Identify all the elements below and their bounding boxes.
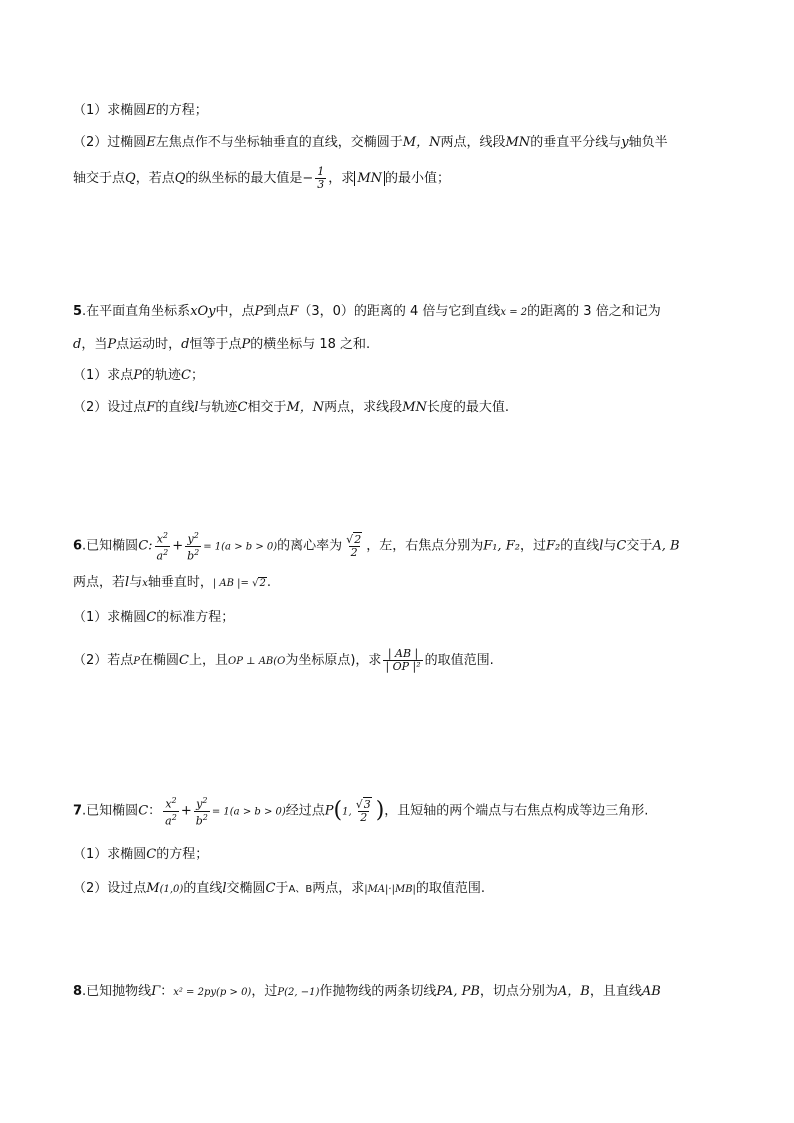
fraction-numerator: 1 <box>317 165 325 178</box>
p5-line2 <box>73 335 370 355</box>
text: （2）过椭圆 <box>73 135 147 150</box>
math-var: C <box>181 368 191 383</box>
math-var: P <box>133 368 143 383</box>
text: .已知抛物线 <box>82 984 152 999</box>
p6-line1 <box>73 530 680 562</box>
text: 轴交于点 <box>73 171 126 186</box>
math-var: d <box>181 337 190 352</box>
text: ，过 <box>519 538 546 554</box>
math-var: A，B <box>557 984 590 999</box>
math-var: y <box>621 135 629 150</box>
minus-sign: − <box>302 171 314 186</box>
text: （2）设过点 <box>73 881 147 896</box>
text: 到点 <box>263 304 290 319</box>
text: 的垂直平分线与 <box>530 135 622 150</box>
math-var: y <box>196 797 203 811</box>
text: .已知椭圆 <box>82 803 139 819</box>
p8-line1 <box>73 982 661 1003</box>
text: 点运动时， <box>116 337 182 352</box>
text: 左焦点作不与坐标轴垂直的直线，交椭圆于 <box>155 135 403 150</box>
math-var: E <box>146 135 156 150</box>
fraction-denominator: | OP |² <box>385 660 421 673</box>
math-expr: 1, <box>342 806 352 818</box>
sqrt-arg: 2 <box>259 578 266 589</box>
text: 两点，求 <box>312 881 365 896</box>
text: （3，0）的距离的 4 倍与它到直线 <box>298 304 501 319</box>
math-expr: |MA|·|MB| <box>364 884 416 895</box>
text: 于 <box>275 881 289 896</box>
math-var: a <box>156 549 164 563</box>
fraction-x2-a2: $\frac{x^2}{a^2}$ <box>156 531 169 563</box>
math-var: Q <box>174 171 186 186</box>
math-var: a <box>165 814 172 828</box>
text: （2）设过点 <box>73 400 147 415</box>
math-var: Q <box>125 171 136 186</box>
problem-number: 6 <box>73 538 83 554</box>
math-var: C <box>616 538 627 554</box>
text: 与轨迹 <box>198 400 238 415</box>
text: ，且直线 <box>589 984 642 999</box>
text: 的轨迹 <box>142 368 182 383</box>
fraction-eccentricity: $\frac{√2}{2}$ <box>346 532 362 559</box>
p7-question-2 <box>73 879 485 900</box>
math-var: y <box>187 532 194 546</box>
p4-question-2-line1 <box>73 133 668 153</box>
math-var: P <box>107 337 117 352</box>
text: 为坐标原点)，求 <box>285 653 382 668</box>
text: 轴垂直时， <box>147 575 213 590</box>
text: 的直线 <box>183 881 223 896</box>
p5-question-2 <box>73 398 509 418</box>
fraction-denominator: 2 <box>360 810 368 824</box>
math-var: C <box>265 881 276 896</box>
text: 两点，线段 <box>440 135 506 150</box>
math-var: l <box>125 575 130 590</box>
math-var: F₁, F₂ <box>483 538 520 554</box>
text: 的最小值； <box>385 171 451 186</box>
math-var: E <box>146 103 156 118</box>
text: ，若点 <box>135 171 175 186</box>
math-var: C <box>138 803 149 819</box>
p7-line1: 7.已知椭圆C： $\frac{x^2}{a^2}$ + $\frac{y^2}{b^2}$ = 1(a > b > 0)经过点P(1, $\frac{√3}{2}$ )，且短轴的两个端点与右焦点构成等边三角形. <box>73 796 649 828</box>
p6-question-2 <box>73 648 494 673</box>
fraction-x2-a2: $\frac{x^2}{a^2}$ <box>165 796 177 828</box>
problem-number: 8 <box>73 984 83 999</box>
math-var: A, B <box>652 538 680 554</box>
math-var: b <box>187 549 195 563</box>
fraction-denominator: 3 <box>317 178 325 191</box>
fraction-numerator: | AB | <box>387 647 419 660</box>
text: ： <box>160 984 174 999</box>
math-var: P <box>241 337 251 352</box>
text: 作抛物线的两条切线 <box>319 984 437 999</box>
fraction-ab-op <box>383 648 422 673</box>
text: 两点，求线段 <box>324 400 403 415</box>
math-var: F <box>146 400 156 415</box>
p4-question-1 <box>73 101 208 121</box>
fraction-y2-b2: $\frac{y^2}{b^2}$ <box>187 531 200 563</box>
text: 的直线 <box>155 400 195 415</box>
p6-line2: 两点，若l与x轴垂直时，| AB |= √2. <box>73 575 271 590</box>
text: 交椭圆 <box>226 881 266 896</box>
abs-mn: MN <box>354 171 385 186</box>
math-var: M，N <box>286 400 325 415</box>
math-var: PA, PB <box>436 984 480 999</box>
math-var: P <box>324 803 334 819</box>
text: （1）求椭圆 <box>73 103 147 118</box>
p7-question-1 <box>73 845 208 865</box>
math-eq: x = 2 <box>500 307 528 318</box>
text: . <box>266 575 271 590</box>
math-var: C <box>179 653 189 668</box>
text: 的方程； <box>155 103 208 118</box>
text: 的离心率为 <box>277 538 343 554</box>
text: （2）若点 <box>73 653 134 668</box>
math-var: AB <box>641 984 661 999</box>
math-var: P <box>133 656 141 667</box>
math-var: MN <box>505 135 531 150</box>
text: 的取值范围. <box>424 653 494 668</box>
math-var: P <box>254 304 264 319</box>
math-var: MN <box>402 400 427 415</box>
text: ，左，右焦点分别为 <box>366 538 484 554</box>
fraction-denominator: 2 <box>350 545 358 559</box>
text: 的方程； <box>156 847 209 862</box>
math-var: x <box>165 797 172 811</box>
text: .已知椭圆 <box>82 538 139 554</box>
text: 经过点 <box>285 803 325 819</box>
plus-sign: + <box>180 803 192 819</box>
text: 的直线 <box>560 538 600 554</box>
fraction <box>315 166 326 191</box>
math-cond: = 1(a > b > 0) <box>203 541 278 553</box>
math-var: | AB |= <box>212 578 253 589</box>
math-var: Γ <box>151 984 161 999</box>
math-expr: (1,0) <box>159 884 184 895</box>
text: （1）求点 <box>73 368 134 383</box>
text: ： <box>148 803 162 819</box>
problem-number: 7 <box>73 803 83 819</box>
text: 轴负半 <box>628 135 668 150</box>
math-var: x <box>156 532 163 546</box>
text: : <box>148 538 153 554</box>
text: 上，且 <box>188 653 228 668</box>
math-var: xOy <box>190 304 216 319</box>
text: 恒等于点 <box>189 337 242 352</box>
text: ，过 <box>251 984 278 999</box>
text: 的距离的 3 倍之和记为 <box>527 304 661 319</box>
fraction-sqrt3-2: $\frac{√3}{2}$ <box>355 797 371 824</box>
text: 与 <box>129 575 143 590</box>
p5-line1 <box>73 302 661 323</box>
text: 的取值范围. <box>415 881 486 896</box>
text: （1）求椭圆 <box>73 847 147 862</box>
math-var: C <box>237 400 248 415</box>
fraction-y2-b2: $\frac{y^2}{b^2}$ <box>195 796 208 828</box>
text: 的纵坐标的最大值是 <box>185 171 303 186</box>
text: 中，点 <box>215 304 255 319</box>
p6-question-1 <box>73 608 234 628</box>
text: ，求 <box>328 171 355 186</box>
math-var: F₂ <box>545 538 561 554</box>
text: 在椭圆 <box>140 653 180 668</box>
math-var: l <box>222 881 227 896</box>
math-var: C <box>138 538 149 554</box>
text: ，切点分别为 <box>479 984 558 999</box>
math-var: C <box>146 847 157 862</box>
math-eq: x² = 2py(p > 0) <box>173 987 252 998</box>
math-var: M <box>146 881 160 896</box>
text: 交于 <box>626 538 653 554</box>
math-var: M，N <box>402 135 441 150</box>
text: ； <box>191 368 205 383</box>
plus-sign: + <box>172 538 184 554</box>
math-cond: = 1(a > b > 0) <box>211 806 286 818</box>
problem-number: 5 <box>73 304 83 319</box>
p5-question-1 <box>73 366 204 386</box>
text: 两点，若 <box>73 575 126 590</box>
math-var: l <box>194 400 199 415</box>
p4-question-2-line2 <box>73 166 450 191</box>
text: .在平面直角坐标系 <box>82 304 191 319</box>
text: 的标准方程； <box>156 610 235 625</box>
text: （1）求椭圆 <box>73 610 147 625</box>
math-expr: P(2, −1) <box>277 987 320 998</box>
text: 长度的最大值. <box>426 400 510 415</box>
text: ，当 <box>81 337 108 352</box>
math-var: A、B <box>288 884 313 895</box>
text: 的横坐标与 18 之和. <box>250 337 371 352</box>
text: ，且短轴的两个端点与右焦点构成等边三角形. <box>384 803 649 819</box>
math-var: l <box>599 538 604 554</box>
math-var: F <box>289 304 299 319</box>
math-expr: OP ⊥ AB(O <box>228 656 286 667</box>
text: 与 <box>603 538 617 554</box>
math-var: C <box>146 610 157 625</box>
sqrt-arg: 2 <box>354 532 362 546</box>
math-var: b <box>195 814 203 828</box>
math-var: d <box>73 337 82 352</box>
math-var: x <box>142 578 148 589</box>
sqrt-arg: 3 <box>363 797 371 811</box>
text: 相交于 <box>247 400 287 415</box>
